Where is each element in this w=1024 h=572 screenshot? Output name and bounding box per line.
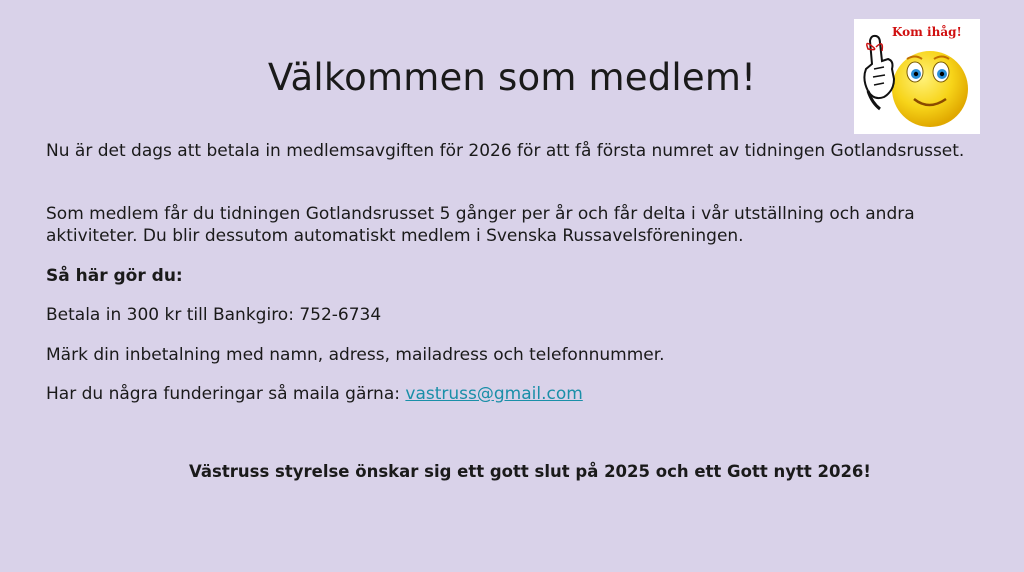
intro-paragraph: Nu är det dags att betala in medlemsavgiften för 2026 för att få första numret av tidningen Gotlandsrusset.	[46, 141, 965, 161]
payment-instruction: Betala in 300 kr till Bankgiro: 752-6734	[46, 305, 382, 325]
footer-greeting: Västruss styrelse önskar sig ett gott slut på 2025 och ett Gott nytt 2026!	[189, 462, 871, 481]
payment-reference-instruction: Märk din inbetalning med namn, adress, mailadress och telefonnummer.	[46, 345, 665, 365]
contact-line	[46, 383, 966, 405]
membership-benefits-paragraph: Som medlem får du tidningen Gotlandsrusset 5 gånger per år och får delta i vår utställning och andra aktiviteter. Du blir dessutom automatiskt medlem i Svenska Russavelsföreningen.	[46, 204, 915, 246]
reminder-sticker	[854, 19, 980, 134]
instructions-heading: Så här gör du:	[46, 266, 183, 286]
sticker-label: Kom ihåg!	[892, 25, 962, 39]
contact-prefix: Har du några funderingar så maila gärna:	[46, 384, 400, 404]
email-link[interactable]: vastruss@gmail.com	[405, 384, 583, 404]
page-title: Välkommen som medlem!	[267, 56, 757, 99]
